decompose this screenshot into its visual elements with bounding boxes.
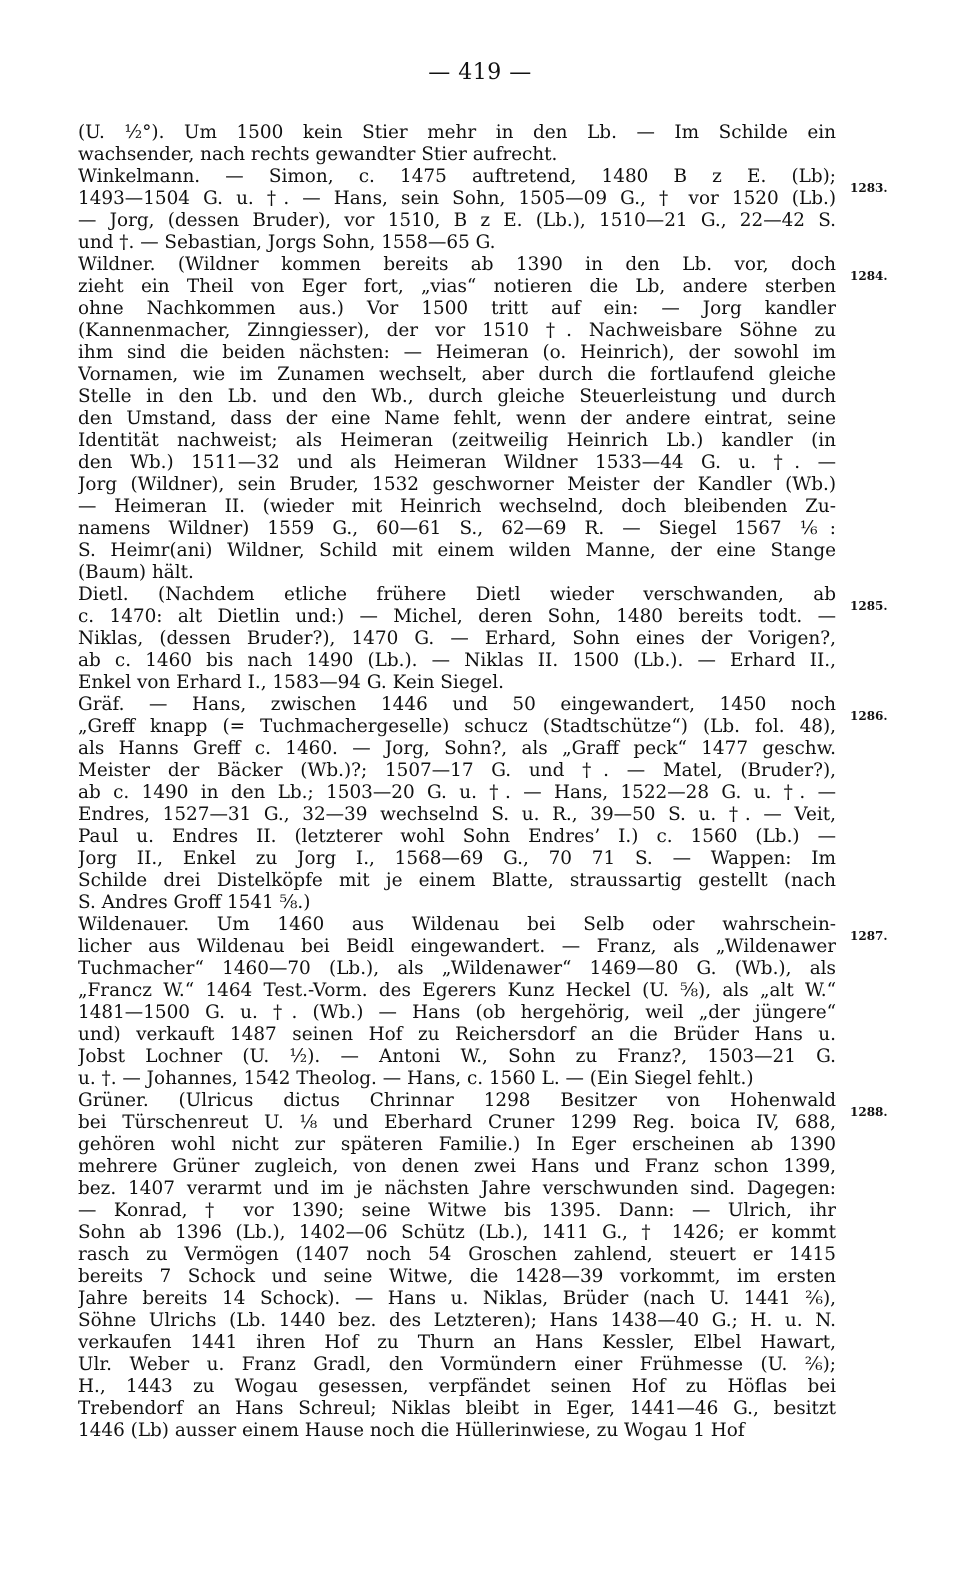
text-line: gehören wohl nicht zur späteren Familie.) In Eger erscheinen ab 1390 xyxy=(78,1134,836,1155)
text-line: „Francz W.“ 1464 Test.-Vorm. des Egerers Kunz Heckel (U. ⅝), als „alt W.“ xyxy=(78,980,836,1001)
text-line: S. Andres Groff 1541 ⅝.) xyxy=(78,892,311,913)
text-line: c. 1470: alt Dietlin und:) — Michel, deren Sohn, 1480 bereits todt. — xyxy=(78,606,836,627)
text-line: bei Türschenreut U. ⅟₈ und Eberhard Cruner 1299 Reg. boica IV, 688, xyxy=(78,1112,836,1133)
page-number: — 419 — xyxy=(428,60,532,85)
text-line: ihm sind die beiden nächsten: — Heimeran (o. Heinrich), der sowohl im xyxy=(78,342,836,363)
text-line: rasch zu Vermögen (1407 noch 54 Groschen zahlend, steuert er 1415 xyxy=(78,1244,836,1265)
text-line: Jobst Lochner (U. ½). — Antoni W., Sohn zu Franz?, 1503—21 G. xyxy=(78,1046,836,1067)
margin-number: 1288. xyxy=(850,1105,888,1119)
text-line: Dietl. (Nachdem etliche frühere Dietl wieder verschwanden, ab xyxy=(78,584,836,605)
text-line: Wildner. (Wildner kommen bereits ab 1390 in den Lb. vor, doch xyxy=(78,254,836,275)
text-line: und †. — Sebastian, Jorgs Sohn, 1558—65 G. xyxy=(78,232,496,253)
text-line: Identität nachweist; als Heimeran (zeitweilig Heinrich Lb.) kandler (in xyxy=(78,430,836,451)
text-line: Wildenauer. Um 1460 aus Wildenau bei Selb oder wahrschein- xyxy=(78,914,836,935)
text-line: Jorg (Wildner), sein Bruder, 1532 geschworner Meister der Kandler (Wb.) xyxy=(78,474,836,495)
text-line: bez. 1407 verarmt und im je nächsten Jahre verschwunden sind. Dagegen: xyxy=(78,1178,836,1199)
text-line: Enkel von Erhard I., 1583—94 G. Kein Siegel. xyxy=(78,672,505,693)
text-line: Ulr. Weber u. Franz Gradl, den Vormündern einer Frühmesse (U. ²⁄₆); xyxy=(78,1354,836,1375)
text-line: mehrere Grüner zugleich, von denen zwei Hans und Franz schon 1399, xyxy=(78,1156,836,1177)
text-line: (Baum) hält. xyxy=(78,562,194,583)
text-line: als Hanns Greff c. 1460. — Jorg, Sohn?, als „Graff peck“ 1477 geschw. xyxy=(78,738,836,759)
margin-number: 1286. xyxy=(850,709,888,723)
text-line: (Kannenmacher, Zinngiesser), der vor 1510 †. Nachweisbare Söhne zu xyxy=(78,320,836,341)
text-line: ohne Nachkommen aus.) Vor 1500 tritt auf ein: — Jorg kandler xyxy=(78,298,836,319)
text-line: und) verkauft 1487 seinen Hof zu Reichersdorf an die Brüder Hans u. xyxy=(78,1024,836,1045)
text-line: Gräf. — Hans, zwischen 1446 und 50 eingewandert, 1450 noch xyxy=(78,694,836,715)
text-line: bereits 7 Schock und seine Witwe, die 1428—39 vorkommt, im ersten xyxy=(78,1266,836,1287)
text-line: Sohn ab 1396 (Lb.), 1402—06 Schütz (Lb.), 1411 G., † 1426; er kommt xyxy=(78,1222,836,1243)
text-line: Niklas, (dessen Bruder?), 1470 G. — Erhard, Sohn eines der Vorigen?, xyxy=(78,628,836,649)
margin-number: 1285. xyxy=(850,599,888,613)
text-line: u. †. — Johannes, 1542 Theolog. — Hans, c. 1560 L. — (Ein Siegel fehlt.) xyxy=(78,1068,754,1089)
text-line: Söhne Ulrichs (Lb. 1440 bez. des Letzteren); Hans 1438—40 G.; H. u. N. xyxy=(78,1310,836,1331)
text-line: zieht ein Theil von Eger fort, „vias“ notieren die Lb, andere sterben xyxy=(78,276,836,297)
text-line: S. Heimr(ani) Wildner, Schild mit einem wilden Manne, der eine Stange xyxy=(78,540,836,561)
margin-number: 1283. xyxy=(850,181,888,195)
text-line: Endres, 1527—31 G., 32—39 wechselnd S. u. R., 39—50 S. u. †. — Veit, xyxy=(78,804,836,825)
text-line: — Heimeran II. (wieder mit Heinrich wechselnd, doch bleibenden Zu- xyxy=(78,496,836,517)
margin-number: 1284. xyxy=(850,269,888,283)
text-line: — Jorg, (dessen Bruder), vor 1510, B z E. (Lb.), 1510—21 G., 22—42 S. xyxy=(78,210,836,231)
text-line: ab c. 1460 bis nach 1490 (Lb.). — Niklas II. 1500 (Lb.). — Erhard II., xyxy=(78,650,836,671)
text-line: namens Wildner) 1559 G., 60—61 S., 62—69 R. — Siegel 1567 ⅙: xyxy=(78,518,836,539)
text-line: Schilde drei Distelköpfe mit je einem Blatte, straussartig gestellt (nach xyxy=(78,870,836,891)
text-line: Tuchmacher“ 1460—70 (Lb.), als „Wildenawer“ 1469—80 G. (Wb.), als xyxy=(78,958,836,979)
text-line: (U. ½°). Um 1500 kein Stier mehr in den Lb. — Im Schilde ein xyxy=(78,122,836,143)
text-line: Jahre bereits 14 Schock). — Hans u. Niklas, Brüder (nach U. 1441 ²⁄₆), xyxy=(78,1288,836,1309)
text-line: Stelle in den Lb. und den Wb., durch gleiche Steuerleistung und durch xyxy=(78,386,836,407)
text-line: 1446 (Lb) ausser einem Hause noch die Hüllerinwiese, zu Wogau 1 Hof xyxy=(78,1420,745,1441)
text-line: Vornamen, wie im Zunamen wechselt, aber durch die fortlaufend gleiche xyxy=(78,364,836,385)
text-line: 1481—1500 G. u. †. (Wb.) — Hans (ob hergehörig, weil „der jüngere“ xyxy=(78,1002,836,1023)
text-line: wachsender, nach rechts gewandter Stier aufrecht. xyxy=(78,144,558,165)
text-line: licher aus Wildenau bei Beidl eingewandert. — Franz, als „Wildenawer xyxy=(78,936,836,957)
text-line: Meister der Bäcker (Wb.)?; 1507—17 G. und †. — Matel, (Bruder?), xyxy=(78,760,836,781)
text-line: H., 1443 zu Wogau gesessen, verpfändet seinen Hof zu Höflas bei xyxy=(78,1376,836,1397)
text-line: den Wb.) 1511—32 und als Heimeran Wildner 1533—44 G. u. †. — xyxy=(78,452,836,473)
margin-number: 1287. xyxy=(850,929,888,943)
text-line: Grüner. (Ulricus dictus Chrinnar 1298 Besitzer von Hohenwald xyxy=(78,1090,836,1111)
text-line: — Konrad, † vor 1390; seine Witwe bis 1395. Dann: — Ulrich, ihr xyxy=(78,1200,836,1221)
text-line: den Umstand, dass der eine Name fehlt, wenn der andere eintrat, seine xyxy=(78,408,836,429)
text-line: 1493—1504 G. u. †. — Hans, sein Sohn, 1505—09 G., † vor 1520 (Lb.) xyxy=(78,188,836,209)
text-line: verkaufen 1441 ihren Hof zu Thurn an Hans Kessler, Elbel Hawart, xyxy=(78,1332,836,1353)
text-line: „Greff knapp (= Tuchmachergeselle) schucz (Stadtschütze“) (Lb. fol. 48), xyxy=(78,716,836,737)
text-line: Winkelmann. — Simon, c. 1475 auftretend, 1480 B z E. (Lb); xyxy=(78,166,836,187)
text-line: Jorg II., Enkel zu Jorg I., 1568—69 G., 70 71 S. — Wappen: Im xyxy=(78,848,836,869)
text-line: ab c. 1490 in den Lb.; 1503—20 G. u. †. — Hans, 1522—28 G. u. †. — xyxy=(78,782,836,803)
text-line: Trebendorf an Hans Schreul; Niklas bleibt in Eger, 1441—46 G., besitzt xyxy=(78,1398,836,1419)
text-line: Paul u. Endres II. (letzterer wohl Sohn Endres’ I.) c. 1560 (Lb.) — xyxy=(78,826,836,847)
